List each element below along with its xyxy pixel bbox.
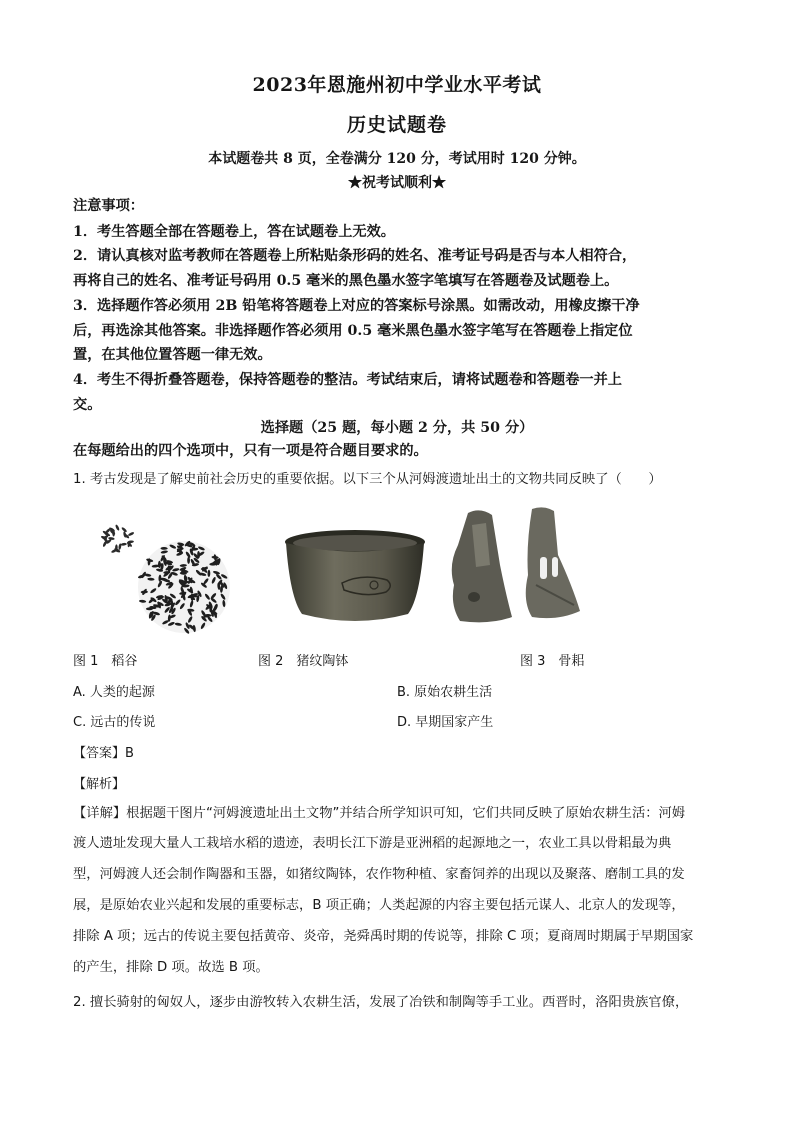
analysis-line: 型，河姆渡人还会制作陶器和玉器，如猪纹陶钵，农作物种植、家畜饲养的出现以及聚落、磨制工具的发 xyxy=(73,867,685,882)
exam-info: 本试题卷共 8 页，全卷满分 120 分，考试用时 120 分钟。 xyxy=(208,151,586,167)
bone-spade-image xyxy=(440,505,595,630)
rice-grain-image xyxy=(92,515,232,635)
note-line: 交。 xyxy=(73,397,102,413)
note-line: 后，再选涂其他答案。非选择题作答必须用 0.5 毫米黑色墨水签字笔写在答题卷上指定位 xyxy=(73,323,633,339)
question-2-stem: 2. 擅长骑射的匈奴人，逐步由游牧转入农耕生活，发展了冶铁和制陶等手工业。西晋时，洛阳贵族官僚， xyxy=(73,995,689,1010)
note-line: 再将自己的姓名、准考证号码用 0.5 毫米的黑色墨水签字笔填写在答题卷及试题卷上。 xyxy=(73,273,619,289)
analysis-line: 【详解】根据题干图片“河姆渡遗址出土文物”并结合所学知识可知，它们共同反映了原始农耕生活：河姆 xyxy=(73,806,686,821)
answer-label: 【答案】B xyxy=(73,746,134,761)
figure-2-caption: 图 2 猪纹陶钵 xyxy=(258,654,349,669)
section-heading: 选择题（25 题，每小题 2 分，共 50 分） xyxy=(260,420,534,436)
analysis-heading: 【解析】 xyxy=(73,777,126,792)
exam-title: 2023年恩施州初中学业水平考试 xyxy=(252,74,542,96)
exam-wish: ★祝考试顺利★ xyxy=(348,175,446,191)
note-line: 3．选择题作答必须用 2B 铅笔将答题卷上对应的答案标号涂黑。如需改动，用橡皮擦干净 xyxy=(73,298,640,314)
analysis-line: 展，是原始农业兴起和发展的重要标志，B 项正确；人类起源的内容主要包括元谋人、北京人的发现等， xyxy=(73,898,685,913)
option-d: D. 早期国家产生 xyxy=(397,715,494,730)
note-line: 1．考生答题全部在答题卷上，答在试题卷上无效。 xyxy=(73,224,395,240)
section-instruction: 在每题给出的四个选项中，只有一项是符合题目要求的。 xyxy=(73,443,428,459)
option-b: B. 原始农耕生活 xyxy=(397,685,493,700)
analysis-line: 渡人遗址发现大量人工栽培水稻的遗迹，表明长江下游是亚洲稻的起源地之一，农业工具以骨耜最为典 xyxy=(73,836,672,851)
note-line: 置，在其他位置答题一律无效。 xyxy=(73,347,272,363)
analysis-line: 的产生，排除 D 项。故选 B 项。 xyxy=(73,960,269,975)
question-1-stem: 1. 考古发现是了解史前社会历史的重要依据。以下三个从河姆渡遗址出土的文物共同反映了（ ） xyxy=(73,472,662,487)
note-line: 4．考生不得折叠答题卷，保持答题卷的整洁。考试结束后，请将试题卷和答题卷一并上 xyxy=(73,372,622,388)
analysis-line: 排除 A 项；远古的传说主要包括黄帝、炎帝，尧舜禹时期的传说等，排除 C 项；夏商周时期属于早期国家 xyxy=(73,929,694,944)
note-line: 2．请认真核对监考教师在答题卷上所粘贴条形码的姓名、准考证号码是否与本人相符合， xyxy=(73,248,637,264)
figure-1-caption: 图 1 稻谷 xyxy=(73,654,138,669)
pottery-bowl-image xyxy=(282,528,428,628)
notes-heading: 注意事项： xyxy=(73,198,144,214)
option-c: C. 远古的传说 xyxy=(73,715,156,730)
option-a: A. 人类的起源 xyxy=(73,685,155,700)
exam-subtitle: 历史试题卷 xyxy=(346,114,447,136)
figure-3-caption: 图 3 骨耜 xyxy=(520,654,585,669)
